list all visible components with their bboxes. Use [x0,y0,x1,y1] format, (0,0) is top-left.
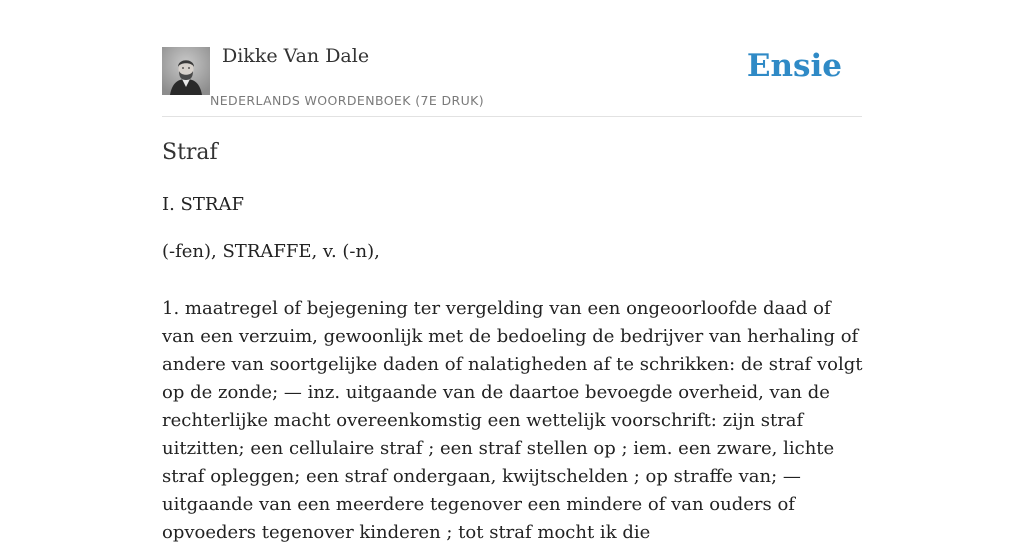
entry-definition: 1. maatregel of bejegening ter vergelding van een ongeoorloofde daad of van een verzuim, gewoonlijk met de bedoeling de bedrijver van herhaling of andere van soortgelijke daden of nalatigheden af te schrikken: de straf volgt op de zonde; — inz. uitgaande van de daartoe bevoegde overheid, van de rechterlijke macht overeenkomstig een wettelijk voorschrift: zijn straf uitzitten; een cellulaire straf ; een straf stellen op ; iem. een zware, lichte straf opleggen; een straf ondergaan, kwijtschelden ; op straffe van; — uitgaande van een meerdere tegenover een mindere of van ouders of opvoeders tegenover kinderen ; tot straf mocht ik die [162,298,863,543]
portrait-photo-icon [162,47,210,95]
entry-heading: I. STRAF [162,194,244,215]
dictionary-name[interactable]: NEDERLANDS WOORDENBOEK (7E DRUK) [210,93,485,108]
ensie-logo[interactable]: Ensie [746,48,842,84]
entry-header [162,0,862,117]
author-avatar[interactable] [162,47,210,95]
author-name[interactable]: Dikke Van Dale [222,45,370,67]
page-content [162,0,863,543]
entry-title: Straf [162,140,218,165]
entry-forms: (-fen), STRAFFE, v. (-n), [162,241,380,262]
